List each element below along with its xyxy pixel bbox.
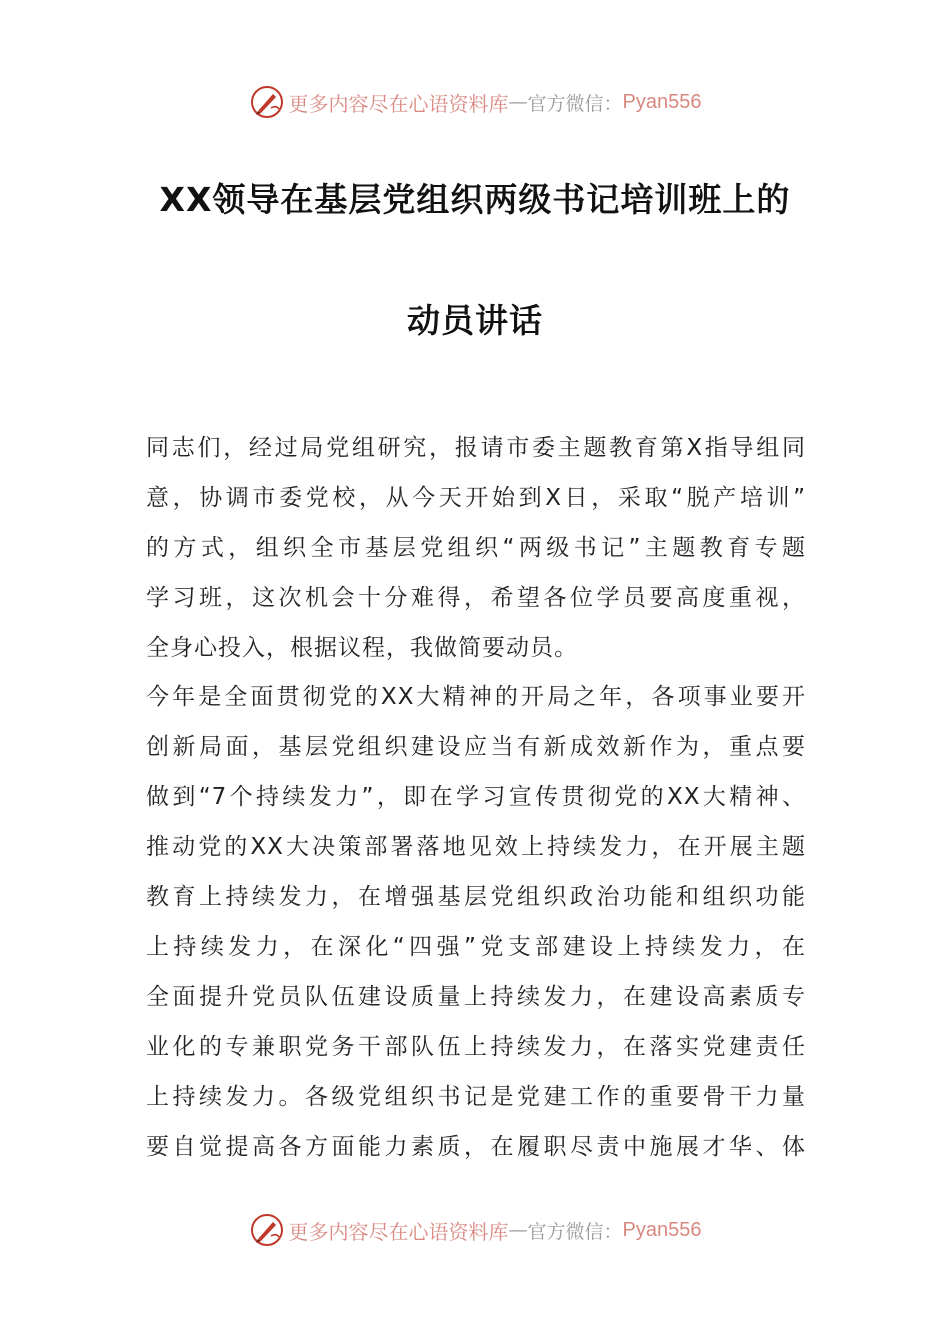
body-line: 全身心投入，根据议程，我做简要动员。 — [146, 635, 578, 661]
body-line: 意，协调市委党校，从今天开始到X日，采取“脱产培训” — [146, 485, 806, 511]
watermark-main-text: 更多内容尽在心语资料库 — [288, 91, 509, 116]
watermark-sub-text: 官方微信： — [527, 1220, 623, 1243]
watermark-wechat-id: Pyan556 — [622, 90, 702, 113]
watermark-banner-top — [0, 80, 950, 124]
document-title-line-2: 动员讲话 — [407, 301, 543, 340]
watermark-dash: — — [508, 91, 528, 113]
body-line: 今年是全面贯彻党的XX大精神的开局之年，各项事业要开 — [146, 684, 806, 710]
body-line: 要自觉提高各方面能力素质，在履职尽责中施展才华、体 — [146, 1134, 806, 1160]
body-line: 的方式，组织全市基层党组织“两级书记”主题教育专题 — [146, 535, 806, 561]
body-line: 业化的专兼职党务干部队伍上持续发力，在落实党建责任 — [146, 1034, 806, 1060]
watermark-banner-bottom — [0, 1208, 950, 1252]
body-line: 上持续发力，在深化“四强”党支部建设上持续发力，在 — [146, 934, 806, 960]
body-line: 做到“7个持续发力”，即在学习宣传贯彻党的XX大精神、 — [146, 784, 806, 810]
body-line: 上持续发力。各级党组织书记是党建工作的重要骨干力量 — [146, 1084, 806, 1110]
document-title-line-1: XX领导在基层党组织两级书记培训班上的 — [159, 180, 791, 219]
body-line: 学习班，这次机会十分难得，希望各位学员要高度重视， — [146, 585, 806, 611]
body-line: 推动党的XX大决策部署落地见效上持续发力，在开展主题 — [146, 834, 806, 860]
pen-seal-icon — [249, 84, 285, 120]
body-line: 创新局面，基层党组织建设应当有新成效新作为，重点要 — [146, 734, 806, 760]
pen-seal-icon — [249, 1212, 285, 1248]
body-line: 同志们，经过局党组研究，报请市委主题教育第X指导组同 — [146, 435, 806, 461]
watermark-dash: — — [508, 1219, 528, 1241]
watermark-wechat-id: Pyan556 — [622, 1218, 702, 1241]
body-line: 全面提升党员队伍建设质量上持续发力，在建设高素质专 — [146, 984, 806, 1010]
watermark-sub-text: 官方微信： — [527, 92, 623, 115]
watermark-main-text: 更多内容尽在心语资料库 — [288, 1219, 509, 1244]
body-line: 教育上持续发力，在增强基层党组织政治功能和组织功能 — [146, 884, 806, 910]
